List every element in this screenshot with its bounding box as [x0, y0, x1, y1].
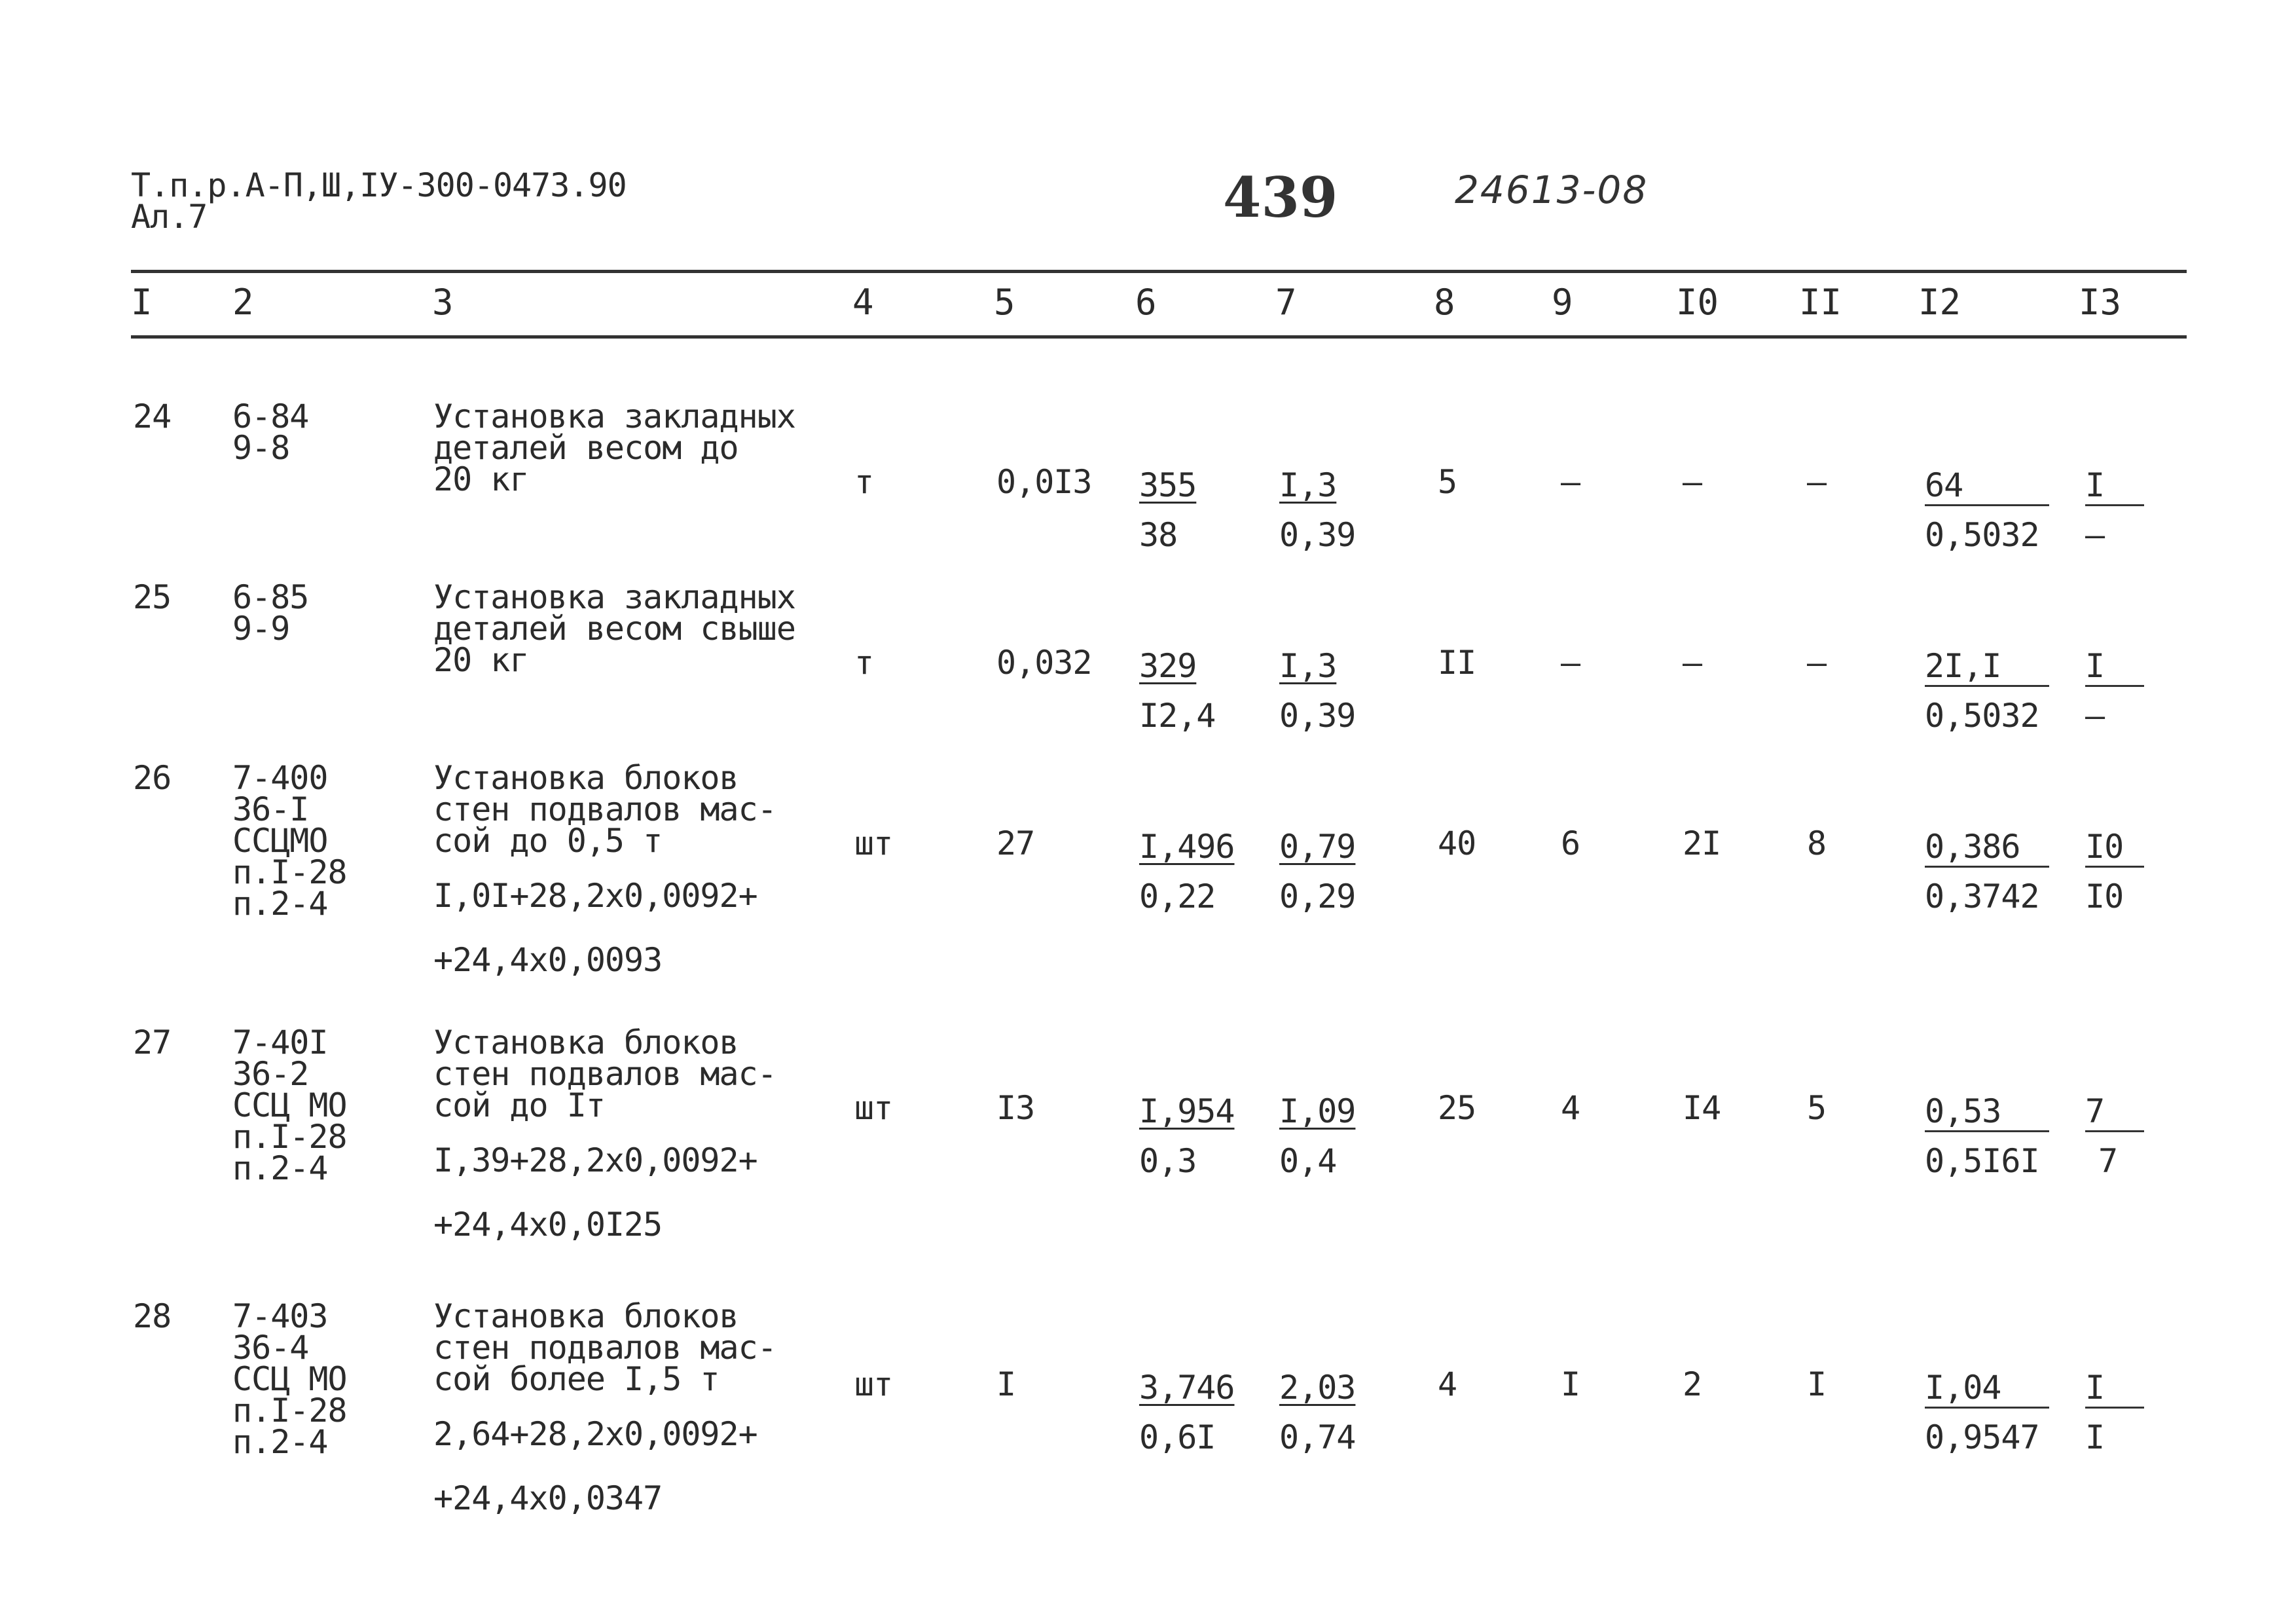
- labor-denominator: 0,3742: [1925, 877, 2039, 915]
- col-13-denominator: –: [2085, 697, 2105, 735]
- labor-denominator: 0,9547: [1925, 1418, 2039, 1456]
- column-number: II: [1799, 282, 1842, 323]
- unit: шт: [854, 1365, 893, 1403]
- work-description: Установка закладных деталей весом до 20 кг: [433, 397, 795, 498]
- cost-total-denominator: 38: [1139, 516, 1178, 554]
- col-13-fraction-bar: [2085, 685, 2144, 687]
- column-number: 9: [1552, 282, 1573, 323]
- unit: т: [854, 644, 874, 682]
- page-number: 439: [1223, 165, 1338, 230]
- quantity: I: [996, 1365, 1016, 1403]
- quantity-formula: +24,4х0,0347: [433, 1479, 663, 1517]
- cost-total-numerator: 355: [1139, 466, 1197, 504]
- col-13-numerator: I: [2085, 647, 2105, 685]
- sheet-label: Ал.7: [131, 198, 208, 236]
- col-9-value: –: [1561, 644, 1580, 682]
- quantity: I3: [996, 1089, 1035, 1127]
- col-8-value: 5: [1438, 463, 1457, 501]
- norm-code: 7-40I 36-2 ССЦ МО п.I-28 п.2-4: [232, 1024, 347, 1187]
- col-9-value: –: [1561, 463, 1580, 501]
- row-number: 28: [133, 1297, 172, 1335]
- column-number: 5: [994, 282, 1015, 323]
- wages-numerator: I,3: [1279, 647, 1337, 685]
- column-number: I2: [1918, 282, 1961, 323]
- quantity: 0,0I3: [996, 463, 1092, 501]
- quantity: 0,032: [996, 644, 1092, 682]
- inventory-number: 24613-08: [1455, 168, 1649, 212]
- quantity-formula: +24,4х0,0I25: [433, 1206, 663, 1244]
- col-10-value: –: [1683, 463, 1702, 501]
- column-number: 7: [1275, 282, 1297, 323]
- col-13-fraction-bar: [2085, 1407, 2144, 1409]
- col-13-numerator: I: [2085, 1369, 2105, 1407]
- col-11-value: 8: [1807, 824, 1827, 862]
- column-number: 4: [852, 282, 874, 323]
- row-number: 25: [133, 578, 172, 616]
- labor-fraction-bar: [1925, 866, 2049, 868]
- labor-numerator: 0,53: [1925, 1092, 2001, 1130]
- col-9-value: 6: [1561, 824, 1580, 862]
- col-10-value: 2: [1683, 1365, 1702, 1403]
- col-11-value: 5: [1807, 1089, 1827, 1127]
- labor-denominator: 0,5032: [1925, 697, 2039, 735]
- work-description: Установка закладных деталей весом свыше 20 кг: [433, 578, 795, 679]
- cost-total-numerator: I,954: [1139, 1092, 1235, 1130]
- col-8-value: 4: [1438, 1365, 1457, 1403]
- norm-code: 6-85 9-9: [232, 578, 309, 648]
- column-number: I: [131, 282, 153, 323]
- quantity-formula: 2,64+28,2х0,0092+: [433, 1415, 757, 1453]
- quantity-formula: +24,4х0,0093: [433, 941, 663, 979]
- col-13-fraction-bar: [2085, 504, 2144, 506]
- norm-code: 6-84 9-8: [232, 397, 309, 467]
- wages-numerator: I,09: [1279, 1092, 1356, 1130]
- col-13-denominator: I0: [2085, 877, 2124, 915]
- cost-total-numerator: I,496: [1139, 828, 1235, 866]
- wages-numerator: 2,03: [1279, 1369, 1356, 1407]
- table-header-rule: [131, 335, 2187, 339]
- labor-numerator: 0,386: [1925, 828, 2020, 866]
- cost-total-denominator: 0,6I: [1139, 1418, 1216, 1456]
- wages-denominator: 0,4: [1279, 1142, 1337, 1180]
- wages-denominator: 0,29: [1279, 877, 1356, 915]
- col-11-value: –: [1807, 644, 1827, 682]
- norm-code: 7-403 36-4 ССЦ МО п.I-28 п.2-4: [232, 1297, 347, 1461]
- col-8-value: II: [1438, 644, 1476, 682]
- cost-total-denominator: I2,4: [1139, 697, 1216, 735]
- column-number: I3: [2079, 282, 2122, 323]
- work-description: Установка блоков стен подвалов мас- сой более I,5 т: [433, 1297, 776, 1398]
- wages-denominator: 0,39: [1279, 697, 1356, 735]
- column-number: I0: [1676, 282, 1719, 323]
- col-13-fraction-bar: [2085, 1130, 2144, 1132]
- document-code: Т.п.р.А-П,Ш,IУ-300-0473.90: [131, 166, 627, 204]
- col-13-denominator: I: [2085, 1418, 2105, 1456]
- wages-denominator: 0,39: [1279, 516, 1356, 554]
- unit: шт: [854, 824, 893, 862]
- row-number: 27: [133, 1024, 172, 1061]
- wages-numerator: I,3: [1279, 466, 1337, 504]
- col-11-value: –: [1807, 463, 1827, 501]
- column-number: 3: [432, 282, 454, 323]
- labor-numerator: I,04: [1925, 1369, 2001, 1407]
- col-9-value: 4: [1561, 1089, 1580, 1127]
- work-description: Установка блоков стен подвалов мас- сой до Iт: [433, 1024, 776, 1124]
- column-number: 2: [232, 282, 254, 323]
- col-13-numerator: I0: [2085, 828, 2124, 866]
- col-13-numerator: 7: [2085, 1092, 2105, 1130]
- norm-code: 7-400 36-I ССЦМО п.I-28 п.2-4: [232, 759, 347, 923]
- col-11-value: I: [1807, 1365, 1827, 1403]
- labor-numerator: 64: [1925, 466, 1963, 504]
- labor-fraction-bar: [1925, 1130, 2049, 1132]
- col-10-value: –: [1683, 644, 1702, 682]
- col-13-fraction-bar: [2085, 866, 2144, 868]
- cost-total-numerator: 3,746: [1139, 1369, 1235, 1407]
- row-number: 26: [133, 759, 172, 797]
- unit: шт: [854, 1089, 893, 1127]
- labor-denominator: 0,5032: [1925, 516, 2039, 554]
- col-10-value: I4: [1683, 1089, 1721, 1127]
- labor-fraction-bar: [1925, 1407, 2049, 1409]
- labor-fraction-bar: [1925, 504, 2049, 506]
- col-9-value: I: [1561, 1365, 1580, 1403]
- cost-total-numerator: 329: [1139, 647, 1197, 685]
- wages-numerator: 0,79: [1279, 828, 1356, 866]
- cost-total-denominator: 0,3: [1139, 1142, 1197, 1180]
- column-number: 6: [1135, 282, 1157, 323]
- col-13-denominator: 7: [2098, 1142, 2118, 1180]
- work-description: Установка блоков стен подвалов мас- сой до 0,5 т: [433, 759, 776, 860]
- labor-numerator: 2I,I: [1925, 647, 2001, 685]
- cost-total-denominator: 0,22: [1139, 877, 1216, 915]
- quantity: 27: [996, 824, 1035, 862]
- quantity-formula: I,39+28,2х0,0092+: [433, 1141, 757, 1179]
- wages-denominator: 0,74: [1279, 1418, 1356, 1456]
- quantity-formula: I,0I+28,2х0,0092+: [433, 877, 757, 915]
- unit: т: [854, 463, 874, 501]
- labor-denominator: 0,5I6I: [1925, 1142, 2039, 1180]
- col-10-value: 2I: [1683, 824, 1721, 862]
- row-number: 24: [133, 397, 172, 435]
- column-number: 8: [1434, 282, 1455, 323]
- labor-fraction-bar: [1925, 685, 2049, 687]
- col-8-value: 40: [1438, 824, 1476, 862]
- col-8-value: 25: [1438, 1089, 1476, 1127]
- col-13-numerator: I: [2085, 466, 2105, 504]
- table-top-rule: [131, 270, 2187, 273]
- col-13-denominator: –: [2085, 516, 2105, 554]
